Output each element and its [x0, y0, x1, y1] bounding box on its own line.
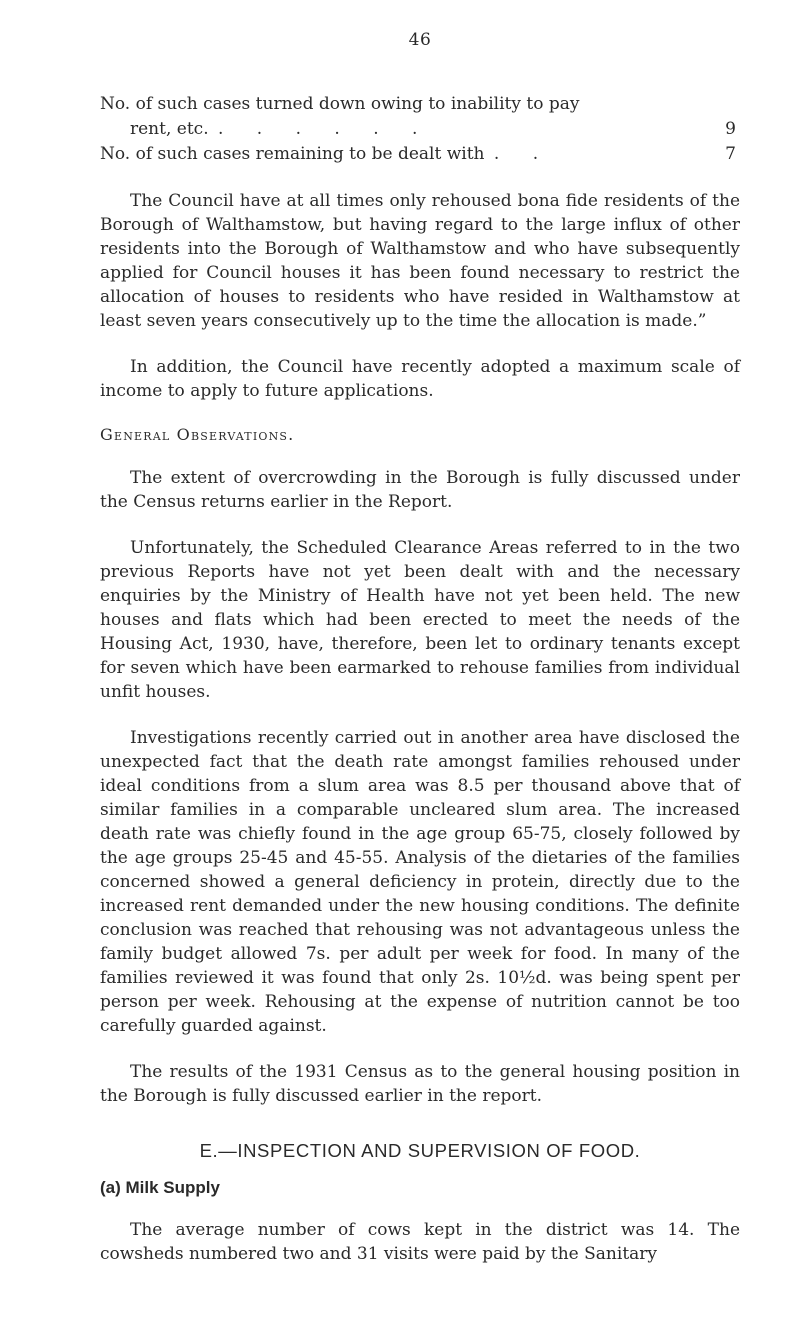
page-number: 46 [408, 30, 432, 50]
paragraph-residents: The Council have at all times only rehoused bona fide residents of the Borough of Walthamstow, but having regard to the large influx of other residents into the Borough of Walthamstow and who have subsequently applied for Council houses it has been found necessary to restrict the allocation of houses to residents who have resided in Walthamstow at least seven years consecutively up to the time the allocation is made.” [100, 191, 740, 331]
stat-label-line1: No. of such cases turned down owing to inability to pay [100, 94, 580, 114]
stat-row-remaining [100, 142, 740, 167]
paragraph-investigations: Investigations recently carried out in another area have disclosed the unexpected fact that the death rate amongst families rehoused under ideal conditions from a slum area was 8.5 per thousand above that of similar families in a comparable uncleared slum area. The increased death rate was chiefly found in the age group 65-75, closely followed by the age groups 25-45 and 45-55. Analysis of the dietaries of the families concerned showed a general deficiency in protein, directly due to the increased rent demanded under the new housing conditions. The definite conclusion was reached that rehousing was not advantageous unless the family budget allowed 7s. per adult per week for food. In many of the families reviewed it was found that only 2s. 10½d. was being spent per person per week. Rehousing at the expense of nutrition cannot be too carefully guarded against. [100, 728, 740, 1036]
stat-label: No. of such cases remaining to be dealt with [100, 144, 485, 164]
stat-value-turned-down: 9 [725, 119, 736, 139]
leader-dots: . . [493, 144, 553, 164]
paragraph-cows: The average number of cows kept in the district was 14. The cowsheds numbered two and 31 visits were paid by the Sanitary [100, 1220, 740, 1264]
heading-general-observations: General Observations. [100, 425, 295, 444]
document-page [100, 30, 740, 1288]
heading-inspection-food: E.—INSPECTION AND SUPERVISION OF FOOD. [199, 1140, 641, 1161]
paragraph-overcrowding: The extent of overcrowding in the Borough is fully discussed under the Census returns earlier in the Report. [100, 468, 740, 512]
paragraph-census: The results of the 1931 Census as to the general housing position in the Borough is fully discussed earlier in the report. [100, 1062, 740, 1106]
stat-label-line2: rent, etc. [130, 119, 209, 139]
stat-value-remaining: 7 [725, 144, 736, 164]
paragraph-income-scale: In addition, the Council have recently adopted a maximum scale of income to apply to future applications. [100, 357, 740, 401]
paragraph-clearance-areas: Unfortunately, the Scheduled Clearance Areas referred to in the two previous Reports have not yet been dealt with and the necessary enquiries by the Ministry of Health have not yet been held. The new houses and flats which had been erected to meet the needs of the Housing Act, 1930, have, therefore, been let to ordinary tenants except for seven which have been earmarked to rehouse families from individual unfit houses. [100, 538, 740, 702]
stat-list [100, 92, 740, 167]
heading-milk-supply: (a) Milk Supply [100, 1178, 220, 1197]
stat-row-turned-down [100, 92, 740, 142]
leader-dots: . . . . . . [218, 119, 432, 139]
